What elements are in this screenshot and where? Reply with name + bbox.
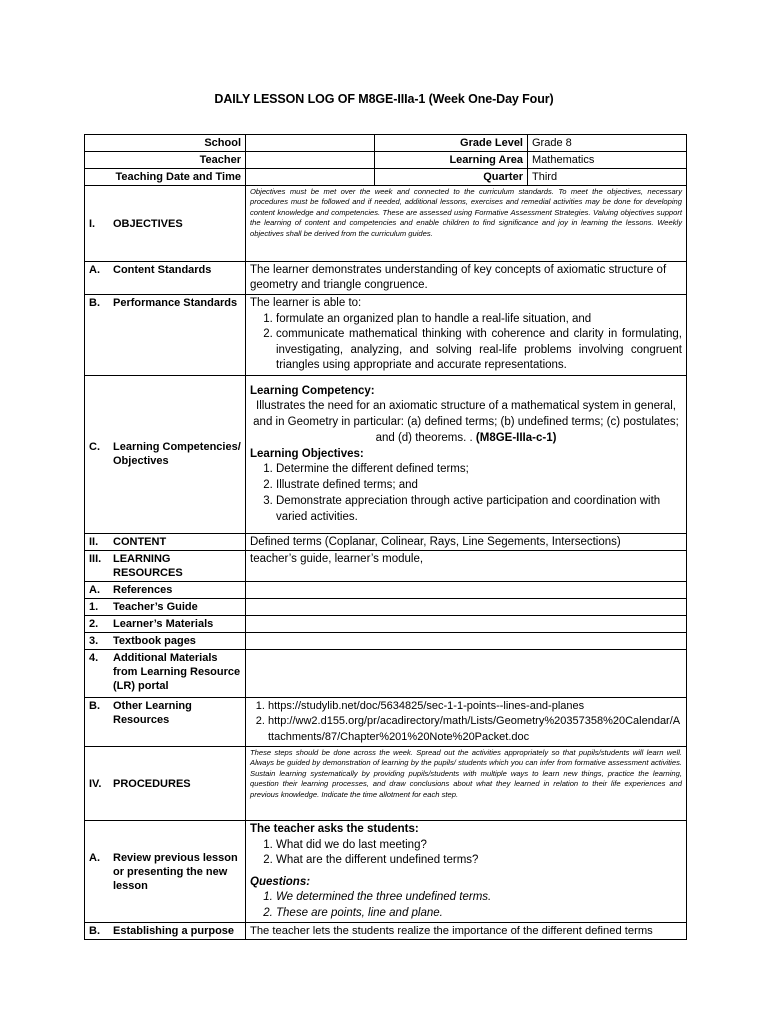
performance-standards-label: Performance Standards [113,297,238,309]
learning-objective-item: 3. Demonstrate appreciation through active participation and coordination with varied activities. [276,494,682,526]
content-standards-num: A. [89,264,100,276]
resource-link[interactable]: 1. https://studylib.net/doc/5634825/sec-1-1-points--lines-and-planes [268,699,682,715]
date-row [85,169,687,186]
learning-objectives-heading: Learning Objectives: [250,447,364,460]
learners-materials-num: 2. [89,617,99,630]
references-row [85,581,687,598]
content-row [85,533,687,550]
quarter-label: Quarter [375,169,528,186]
references-text [246,581,687,598]
additional-materials-label: Additional Materials from Learning Resource (LR) portal [113,651,241,692]
content-text: Defined terms (Coplanar, Colinear, Rays, Line Segements, Intersections) [246,533,687,550]
content-standards-row [85,262,687,295]
competency-heading: Learning Competency: [250,384,375,397]
teachers-guide-row [85,598,687,615]
page-title: DAILY LESSON LOG OF M8GE-IIIa-1 (Week One-Day Four) [214,92,554,106]
objectives-row [85,186,687,262]
teachers-guide-label: Teacher’s Guide [113,600,198,613]
learners-materials-label: Learner’s Materials [113,617,214,630]
review-answers-heading: Questions: [250,875,311,888]
performance-standards-intro: The learner is able to: [250,297,362,309]
references-num: A. [89,583,100,596]
teacher-label: Teacher [85,152,246,169]
review-question: 1. What did we do last meeting? [276,838,682,854]
teaching-date-value [246,169,375,186]
content-num: II. [89,535,99,548]
references-label: References [113,583,173,596]
purpose-text: The teacher lets the students realize the importance of the different defined terms [246,923,687,940]
review-question: 2. What are the different undefined terms? [276,853,682,869]
resource-link[interactable]: 2. http://ww2.d155.org/pr/acadirectory/math/Lists/Geometry%20357358%20Calendar/Attachments/87/Chapter%201%20Note%20Packet.doc [268,714,682,745]
review-answer: 1. We determined the three undefined terms. [276,890,682,906]
teaching-date-label: Teaching Date and Time [85,169,246,186]
purpose-label: Establishing a purpose [113,925,235,937]
other-resources-label: Other Learning Resources [113,699,192,726]
procedures-label: PROCEDURES [113,777,191,790]
learning-area-label: Learning Area [375,152,528,169]
quarter-value: Third [528,169,687,186]
grade-level-value: Grade 8 [528,135,687,152]
objectives-label: OBJECTIVES [113,217,183,230]
textbook-pages-text [246,632,687,649]
content-label: CONTENT [113,535,167,548]
teacher-value [246,152,375,169]
procedures-row [85,747,687,821]
textbook-pages-row [85,632,687,649]
performance-standard-item: 2. communicate mathematical thinking with coherence and clarity in formulating, investigating, analyzing, and solving real-life problems involving congruent triangles using appropriate and accurate representations. [276,327,682,374]
learning-objective-item: 2. Illustrate defined terms; and [276,478,682,494]
school-row [85,135,687,152]
learning-resources-row [85,550,687,581]
objectives-text: Objectives must be met over the week and connected to the curriculum standards. To meet the objectives, necessary procedures must be followed and if needed, additional lessons, exercises and remedial activities may be done for developing content knowledge and competencies. These are assessed using Formative Assessment Strategies. Valuing objectives support the learning of content and competencies and enable children to find significance and joy in learning the lessons. Weekly objectives shall be derived from the curriculum guides. [246,186,687,262]
purpose-row [85,923,687,940]
competency-code: (M8GE-IIIa-c-1) [475,431,557,444]
learning-objective-item: 1. Determine the different defined terms; [276,462,682,478]
review-label: Review previous lesson or presenting the new lesson [113,851,238,892]
other-resources-num: B. [89,699,100,712]
competencies-label: Learning Competencies/ Objectives [113,441,241,467]
other-resources-row [85,697,687,747]
purpose-num: B. [89,925,100,937]
competency-text: Illustrates the need for an axiomatic structure of a mathematical system in general, and in Geometry in particular: (a) defined terms; (b) undefined terms; (c) postulates; and (d) theorems. . [253,400,679,444]
review-row [85,821,687,923]
performance-standards-num: B. [89,297,100,309]
objectives-num: I. [89,217,96,230]
performance-standards-row [85,295,687,376]
procedures-num: IV. [89,777,102,790]
learning-resources-label: LEARNING RESOURCES [113,552,183,579]
additional-materials-row [85,649,687,697]
learning-area-value: Mathematics [528,152,687,169]
procedures-text: These steps should be done across the week. Spread out the activities appropriately so that pupils/students will learn well. Always be guided by demonstration of learning by the pupils/ students which you can infer from formative assessment activities. Sustain learning systematically by providing pupils/students with multiple ways to learn new things, practice the learning, question their learning processes, and draw conclusions about what they learned in relation to their life experiences and previous knowledge. Indicate the time allotment for each step. [246,747,687,821]
review-heading: The teacher asks the students: [250,823,419,835]
lesson-log-table [84,134,687,940]
content-standards-text: The learner demonstrates understanding of key concepts of axiomatic structure of geometry and triangle congruence. [246,262,687,295]
textbook-pages-label: Textbook pages [113,634,196,647]
learners-materials-row [85,615,687,632]
learners-materials-text [246,615,687,632]
textbook-pages-num: 3. [89,634,99,647]
additional-materials-text [246,649,687,697]
content-standards-label: Content Standards [113,264,212,276]
grade-level-label: Grade Level [375,135,528,152]
learning-resources-num: III. [89,552,102,565]
additional-materials-num: 4. [89,651,99,664]
competencies-row [85,375,687,533]
teachers-guide-num: 1. [89,600,99,613]
teachers-guide-text [246,598,687,615]
review-num: A. [89,851,100,864]
learning-resources-text: teacher’s guide, learner’s module, [246,550,687,581]
review-answer: 2. These are points, line and plane. [276,906,682,922]
performance-standard-item: 1. formulate an organized plan to handle a real-life situation, and [276,312,682,328]
school-label: School [85,135,246,152]
competencies-num: C. [89,441,100,453]
school-value [246,135,375,152]
teacher-row [85,152,687,169]
